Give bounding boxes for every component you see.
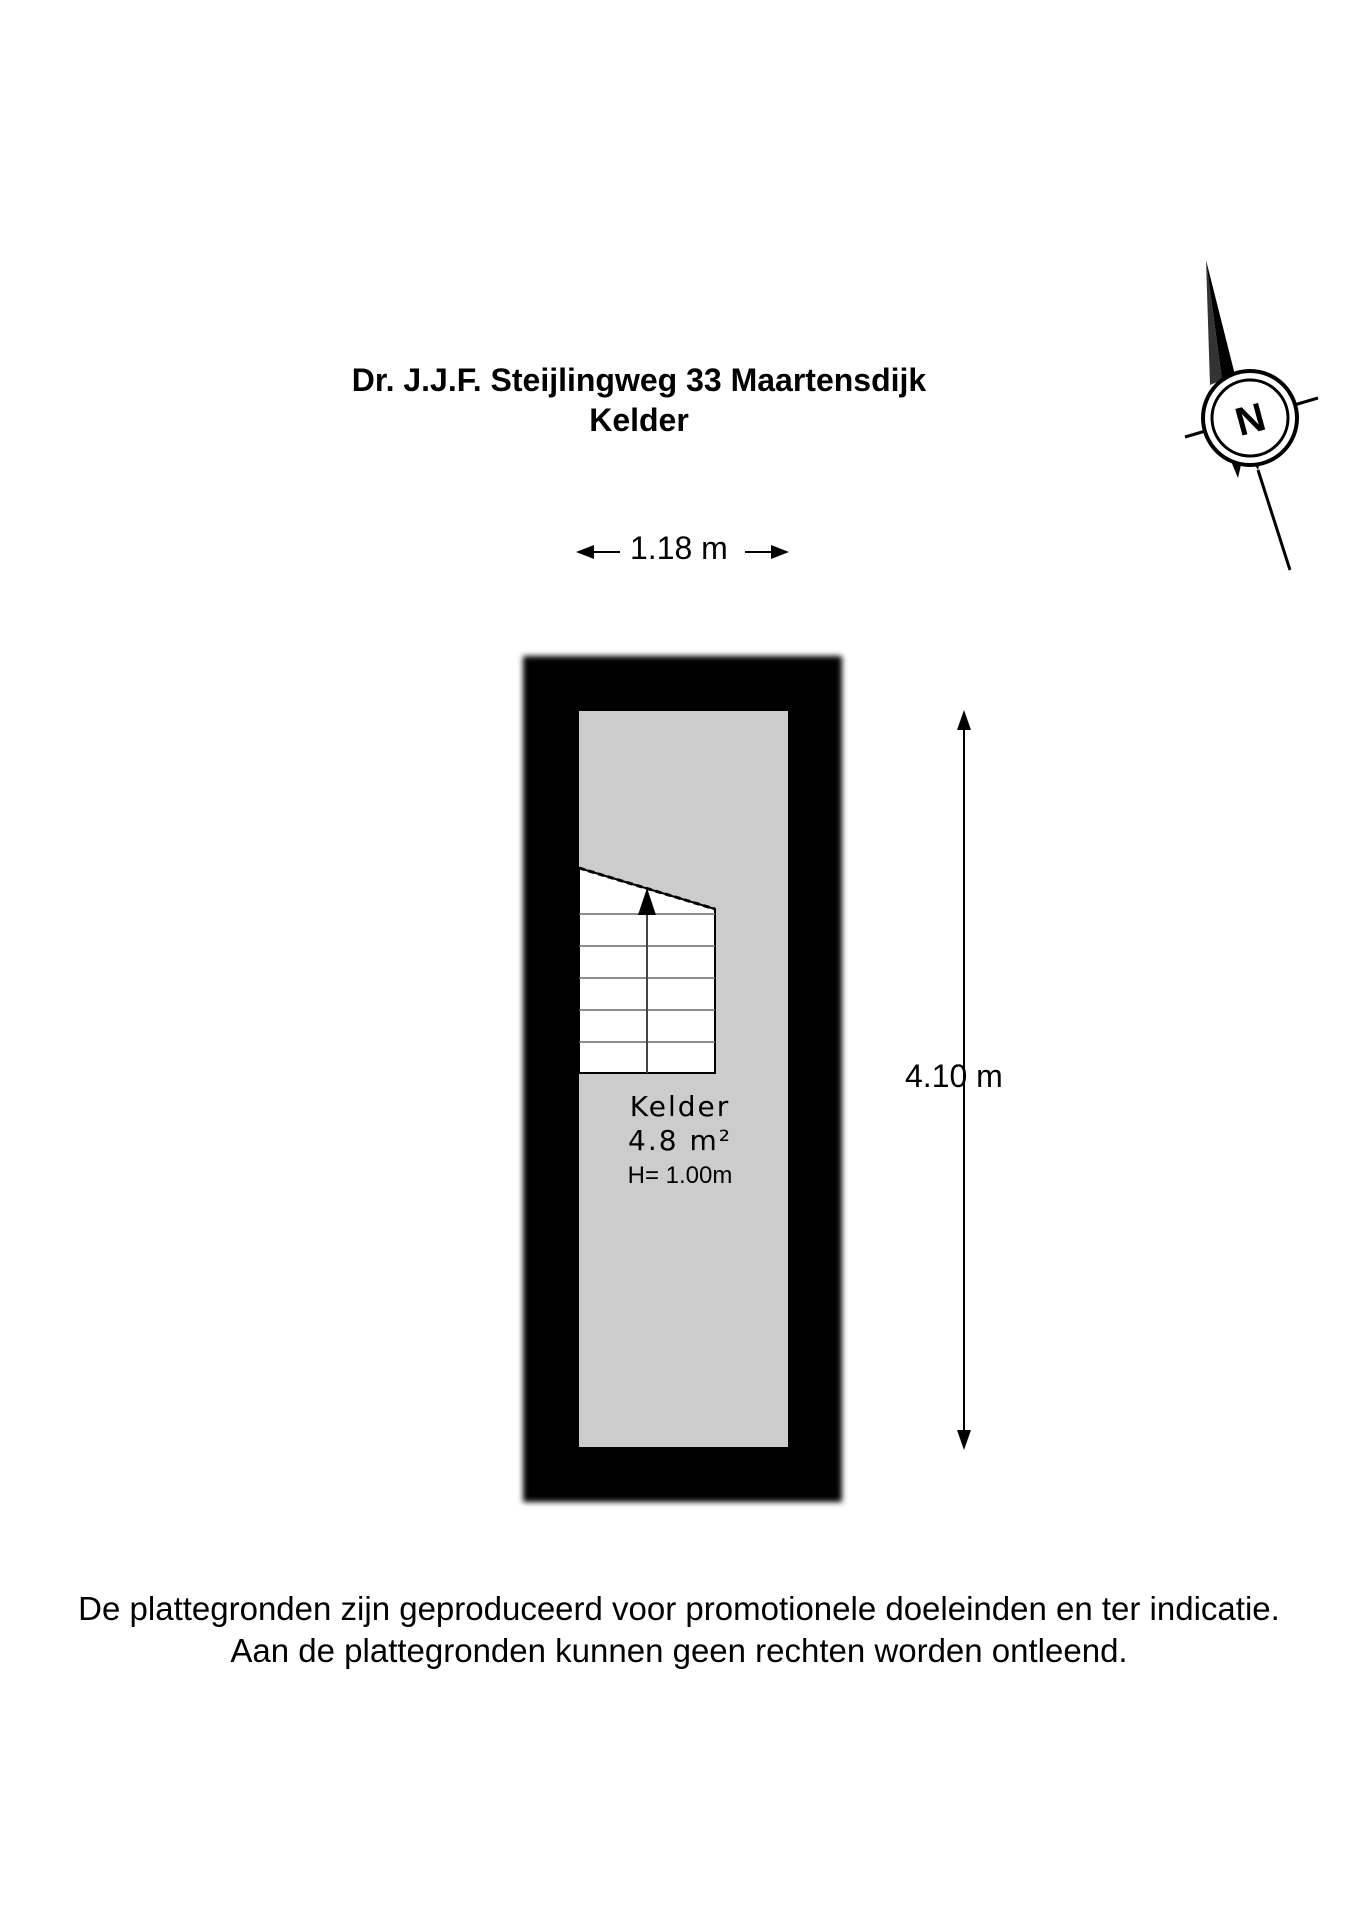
floor-title: Kelder: [589, 402, 689, 438]
room-area: 4.8 m²: [628, 1124, 732, 1157]
room-name: Kelder: [629, 1090, 731, 1123]
basement-floor: [579, 711, 788, 1447]
svg-text:N: N: [1230, 394, 1271, 445]
width-label: 1.18 m: [630, 530, 728, 566]
disclaimer-line-1: De plattegronden zijn geproduceerd voor promotionele doeleinden en ter indicatie.: [78, 1590, 1280, 1627]
height-label: 4.10 m: [905, 1058, 1003, 1094]
disclaimer-line-2: Aan de plattegronden kunnen geen rechten worden ontleend.: [230, 1632, 1128, 1669]
room-ceiling-height: H= 1.00m: [627, 1162, 733, 1189]
address-title: Dr. J.J.F. Steijlingweg 33 Maartensdijk: [351, 362, 927, 398]
